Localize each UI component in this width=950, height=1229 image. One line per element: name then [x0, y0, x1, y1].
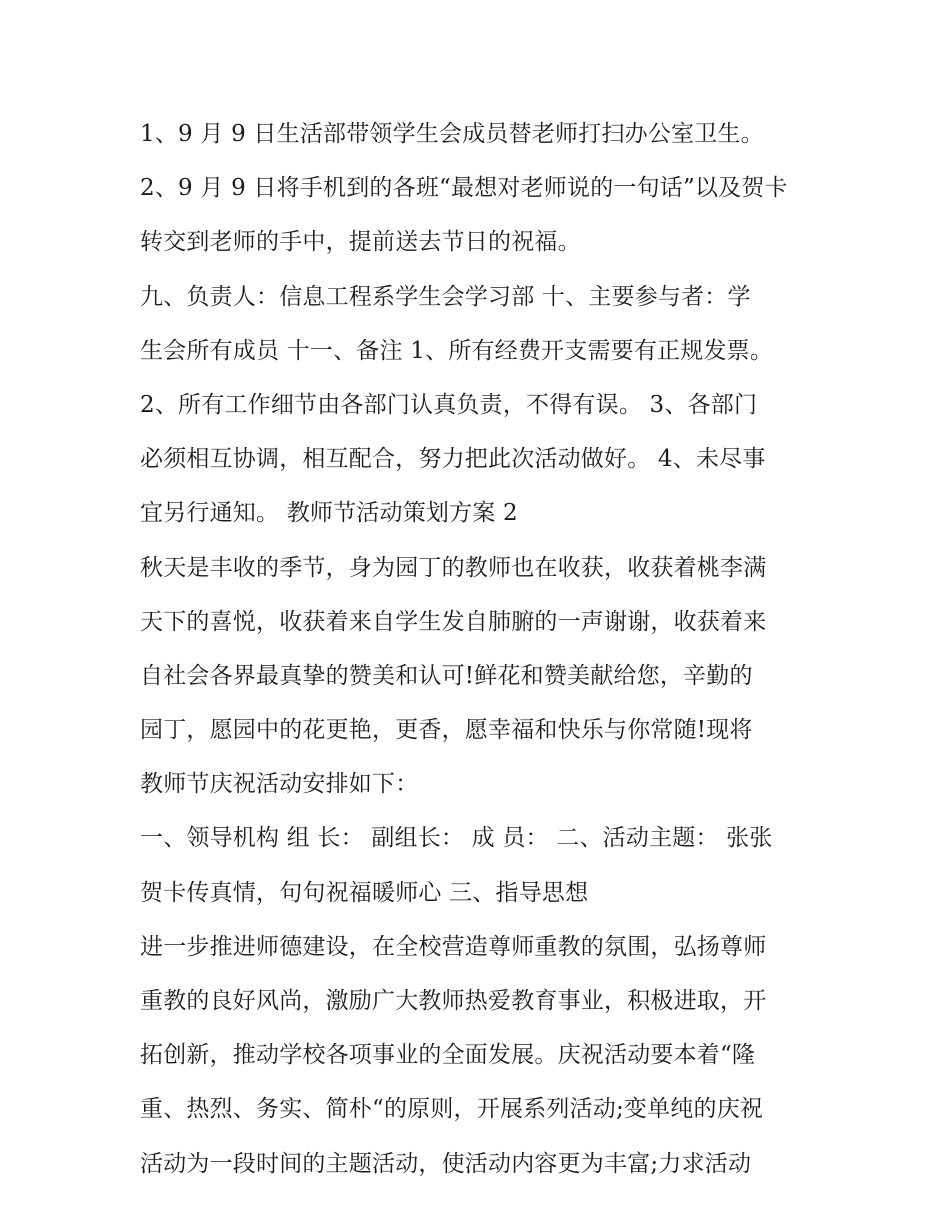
text-line: 进一步推进师德建设，在全校营造尊师重教的氛围，弘扬尊师 [140, 933, 767, 960]
text-line: 重教的良好风尚，激励广大教师热爱教育事业，积极进取，开 [140, 988, 767, 1014]
text-line: 活动为一段时间的主题活动，使活动内容更为丰富;力求活动 [140, 1150, 752, 1177]
text-line: 贺卡传真情，句句祝福暖师心 三、指导思想 [140, 879, 589, 906]
text-line: 园丁，愿园中的花更艳，更香，愿幸福和快乐与你常随!现将 [140, 717, 753, 744]
text-line: 1、9 月 9 日生活部带领学生会成员替老师打扫办公室卫生。 [140, 121, 764, 147]
text-line: 九、负责人：信息工程系学生会学习部 十、主要参与者：学 [140, 283, 751, 310]
text-line: 生会所有成员 十一、备注 1、所有经费开支需要有正规发票。 [140, 337, 774, 364]
text-line: 转交到老师的手中，提前送去节日的祝福。 [140, 229, 581, 256]
text-line: 天下的喜悦，收获着来自学生发自肺腑的一声谢谢，收获着来 [140, 608, 767, 635]
text-line: 教师节庆祝活动安排如下： [140, 771, 419, 798]
text-line: 自社会各界最真挚的赞美和认可!鲜花和赞美献给您，辛勤的 [140, 662, 753, 689]
text-line: 2、9 月 9 日将手机到的各班“最想对老师说的一句话”以及贺卡 [140, 175, 788, 202]
text-line: 重、热烈、务实、简朴“的原则，开展系列活动;变单纯的庆祝 [140, 1096, 764, 1123]
text-line: 拓创新，推动学校各项事业的全面发展。庆祝活动要本着“隆 [140, 1042, 756, 1069]
text-line: 2、所有工作细节由各部门认真负责，不得有误。 3、各部门 [140, 391, 758, 418]
text-line: 宜另行通知。 教师节活动策划方案 2 [140, 500, 518, 527]
text-line: 必须相互协调，相互配合，努力把此次活动做好。 4、未尽事 [140, 446, 766, 473]
text-line: 一、领导机构 组 长： 副组长： 成 员： 二、活动主题： 张张 [140, 825, 773, 852]
document-body [140, 107, 820, 1191]
text-line: 秋天是丰收的季节，身为园丁的教师也在收获，收获着桃李满 [140, 554, 767, 581]
